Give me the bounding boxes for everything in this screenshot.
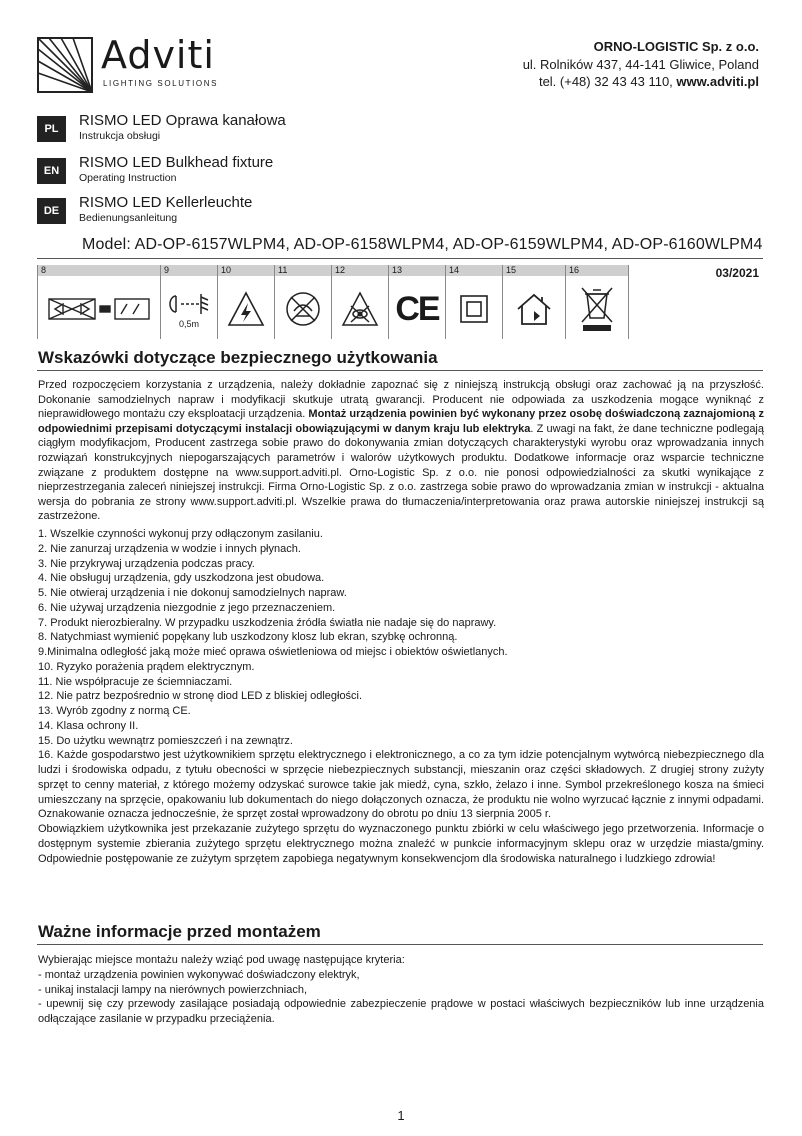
intro-text-cont: . Z uwagi na fakt, że dane techniczne podlegają ciągłym modyfikacjom, Producent zastrzega sobie prawo do dokonywania zmian dotyczących charakterystyki wyrobu oraz wprowadzania innych rozwiązań konstrukcyjnych niepogarszających parametrów i walorów użytkowych produktu. Dodatkowe informacje oraz wsparcie techniczne związane z produktem dostępne na www.support.adviti.pl. Orno-Logistic Sp. z o.o. nie ponosi odpowiedzialności za skutki wynikające z nieprzestrzegania zaleceń niniejszej instrukcji. Firma Orno-Logistic Sp. z o.o. zastrzega sobie prawo do wprowadzania zmian w instrukcji - aktualna wersja do pobrania ze strony www.support.adviti.pl. Wszelkie prawa do tłumaczenia/interpretowania oraz prawa autorskie niniejszej instrukcji są zastrzeżone. xyxy=(38,422,764,523)
divider xyxy=(37,944,763,945)
section-heading-safety: Wskazówki dotyczące bezpiecznego użytkowania xyxy=(38,348,438,367)
list-item: 8. Natychmiast wymienić popękany lub uszkodzony klosz lub ekran, szybkę ochronną. xyxy=(38,631,458,644)
safety-list xyxy=(38,527,764,866)
lang-subtitle-de: Bedienungsanleitung xyxy=(79,212,178,224)
model-line: Model: AD-OP-6157WLPM4, AD-OP-6158WLPM4, AD-OP-6159WLPM4, AD-OP-6160WLPM4 xyxy=(82,236,763,253)
strip-cell-11 xyxy=(275,265,332,339)
list-item: 13. Wyrób zgodny z normą CE. xyxy=(38,705,191,717)
company-phone: tel. (+48) 32 43 43 110, xyxy=(538,74,677,89)
strip-number: 15 xyxy=(503,265,565,276)
list-item: 12. Nie patrz bezpośrednio w stronę diod LED z bliskiej odległości. xyxy=(38,690,363,703)
strip-number: 11 xyxy=(275,265,331,276)
list-item: - montaż urządzenia powinien wykonywać doświadczony elektryk, xyxy=(38,968,360,981)
lang-badge-en: EN xyxy=(37,158,66,184)
divider xyxy=(37,370,763,371)
intro-bold: Montaż urządzenia powinien być wykonany przez osobę doświadczoną zaznajomioną z odpowiednimi przepisami dotyczącymi instalacji obowiązującymi w danym kraju lub elektryka xyxy=(38,408,764,435)
strip-cell-10 xyxy=(218,265,275,339)
company-info xyxy=(523,38,759,91)
list-item: 2. Nie zanurzaj urządzenia w wodzie i innych płynach. xyxy=(38,542,301,555)
lang-subtitle-pl: Instrukcja obsługi xyxy=(79,130,161,142)
strip-number: 8 xyxy=(38,265,160,276)
lang-title-en: RISMO LED Bulkhead fixture xyxy=(79,154,274,171)
strip-number: 16 xyxy=(566,265,628,276)
company-name: ORNO-LOGISTIC Sp. z o.o. xyxy=(593,39,759,54)
strip-cell-14 xyxy=(446,265,503,339)
weee-closing: Obowiązkiem użytkownika jest przekazanie zużytego sprzętu do wyznaczonego punktu zbiórki w celu właściwego jego przetworzenia. Informacje o dostępnym systemie zbierania zużytego sprzętu elektrycznego można znaleźć w punkcie informacyjnym sklepu oraz w urzędzie miasta/gminy. Odpowiednie postępowanie ze zużytym sprzętem zapobiega negatywnym konsekwencjom dla środowiska naturalnego i ludzkiego zdrowia! xyxy=(38,823,764,865)
brand-tagline: LIGHTING SOLUTIONS xyxy=(103,79,219,88)
lang-title-de: RISMO LED Kellerleuchte xyxy=(79,194,253,211)
intro-text: Przed rozpoczęciem korzystania z urządzenia, należy dokładnie zapoznać się z niniejszą instrukcją obsługi oraz zachować ją na przyszłość. Dokonanie samodzielnych napraw i modyfikacji skutkuje utratą gwarancji. Producent nie odpowiada za uszkodzenia mogące wyniknąć z nieprawidłowego montażu czy eksploatacji urządzenia. xyxy=(38,379,764,421)
weee-bin-icon xyxy=(577,284,617,334)
list-item: 3. Nie przykrywaj urządzenia podczas pracy. xyxy=(38,557,255,570)
installation-list xyxy=(38,953,764,1027)
installation-surface-icon xyxy=(45,292,153,326)
list-item: 7. Produkt nierozbieralny. W przypadku uszkodzenia źródła światła nie nadaje się do naprawy. xyxy=(38,616,497,629)
strip-number: 9 xyxy=(161,265,217,276)
strip-cell-9 xyxy=(161,265,218,339)
company-contact xyxy=(523,73,759,91)
company-address: ul. Rolników 437, 44-141 Gliwice, Poland xyxy=(522,56,759,72)
protection-class-ii-icon xyxy=(459,294,489,324)
document-date: 03/2021 xyxy=(715,266,759,280)
strip-number: 14 xyxy=(446,265,502,276)
lang-badge-de: DE xyxy=(37,198,66,224)
strip-number: 12 xyxy=(332,265,388,276)
list-item: 15. Do użytku wewnątrz pomieszczeń i na zewnątrz. xyxy=(38,734,293,747)
strip-cell-13 xyxy=(389,265,446,339)
section-heading-installation: Ważne informacje przed montażem xyxy=(38,922,321,941)
divider xyxy=(37,258,763,259)
list-item: - upewnij się czy przewody zasilające posiadają odpowiednie zabezpieczenie prądowe w postaci właściwych bezpieczników lub inne urządzenia odłączające zasilanie w przypadku przeciążenia. xyxy=(38,998,764,1025)
lang-badge-pl: PL xyxy=(37,116,66,142)
lang-subtitle-en: Operating Instruction xyxy=(79,172,177,184)
strip-number: 10 xyxy=(218,265,274,276)
min-distance-icon xyxy=(167,290,211,318)
distance-label: 0,5m xyxy=(178,318,199,329)
strip-cell-8 xyxy=(37,265,161,339)
strip-cell-16 xyxy=(566,265,629,339)
strip-cell-15 xyxy=(503,265,566,339)
adviti-logo-icon xyxy=(37,37,93,93)
indoor-use-icon xyxy=(514,291,554,327)
list-item: 14. Klasa ochrony II. xyxy=(38,719,139,732)
lang-title-pl: RISMO LED Oprawa kanałowa xyxy=(79,112,286,129)
list-item: 1. Wszelkie czynności wykonuj przy odłączonym zasilaniu. xyxy=(38,528,323,540)
electric-shock-icon xyxy=(226,290,266,328)
safety-intro xyxy=(38,378,764,524)
list-item: 11. Nie współpracuje ze ściemniaczami. xyxy=(38,675,233,688)
page-number: 1 xyxy=(397,1108,405,1123)
company-website[interactable]: www.adviti.pl xyxy=(676,74,759,89)
strip-number: 13 xyxy=(389,265,445,276)
list-item: 5. Nie otwieraj urządzenia i nie dokonuj samodzielnych napraw. xyxy=(38,587,347,599)
list-item: 4. Nie obsługuj urządzenia, gdy uszkodzona jest obudowa. xyxy=(38,572,325,585)
no-cover-icon xyxy=(283,289,323,329)
strip-cell-12 xyxy=(332,265,389,339)
no-direct-look-icon xyxy=(340,290,380,328)
list-item: Wybierając miejsce montażu należy wziąć pod uwagę następujące kryteria: xyxy=(38,954,405,966)
brand-name: Adviti xyxy=(101,33,215,77)
ce-mark-icon: CE xyxy=(395,290,439,328)
list-item: 6. Nie używaj urządzenia niezgodnie z jego przeznaczeniem. xyxy=(38,601,336,614)
list-item-weee: 16. Każde gospodarstwo jest użytkownikiem sprzętu elektrycznego i elektronicznego, a co za tym idzie potencjalnym wytwórcą niebezpiecznego dla ludzi i środowiska odpadu, z tytułu obecności w sprzęcie niebezpiecznych substancji, mieszanin oraz części składowych. Z drugiej strony zużyty sprzęt to cenny materiał, z którego możemy odzyskać surowce takie jak miedź, cyna, szkło, żelazo i inne. Symbol przekreślonego kosza na śmieci umieszczany na sprzęcie, opakowaniu lub dokumentach do niego dołączonych oznacza, że produktu nie wolno wyrzucać łącznie z innymi odpadami. Oznakowanie oznacza jednocześnie, że sprzęt został wprowadzony do obrotu po dniu 13 sierpnia 2005 r. xyxy=(38,749,764,821)
list-item: - unikaj instalacji lampy na nierównych powierzchniach, xyxy=(38,983,308,996)
list-item: 10. Ryzyko porażenia prądem elektrycznym. xyxy=(38,660,255,673)
list-item: 9.Minimalna odległość jaką może mieć oprawa oświetleniowa od miejsc i obiektów oświetlanych. xyxy=(38,646,508,658)
icon-strip xyxy=(37,265,629,339)
